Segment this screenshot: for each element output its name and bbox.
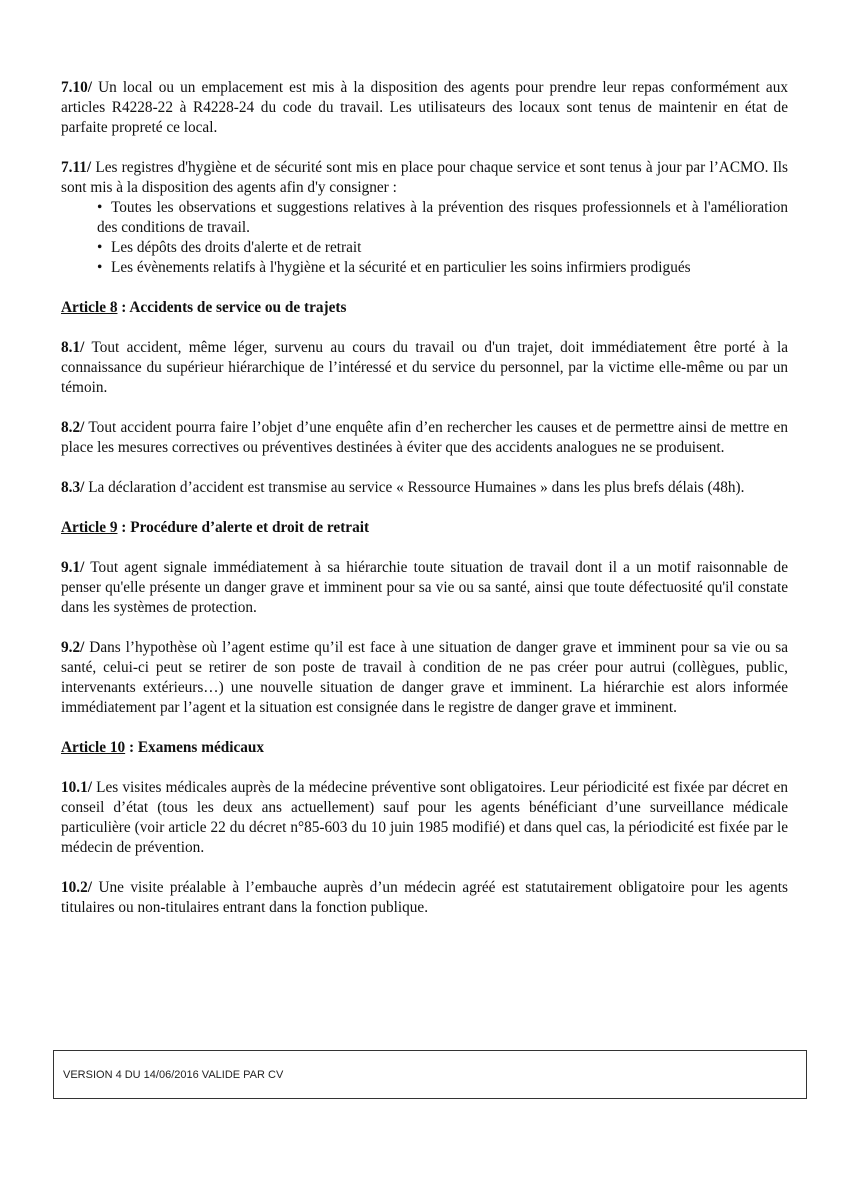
list-item: [97, 258, 788, 278]
article-label: Article 8: [61, 299, 118, 316]
section-9-2: [61, 638, 788, 718]
section-text: Tout accident, même léger, survenu au cours du travail ou d'un trajet, doit immédiatement être porté à la connaissance du supérieur hiérarchique de l’intéressé et du service du personnel, par la victime elle-même ou par un témoin.: [61, 339, 788, 396]
section-number: 7.10/: [61, 79, 93, 96]
section-8-3: [61, 478, 788, 498]
section-number: 8.1/: [61, 339, 85, 356]
version-footer-box: [53, 1050, 807, 1099]
section-9-1: [61, 558, 788, 618]
bullet-icon: •: [97, 239, 103, 256]
section-text: Une visite préalable à l’embauche auprès d’un médecin agréé est statutairement obligatoire pour les agents titulaires ou non-titulaires entrant dans la fonction publique.: [61, 879, 788, 916]
section-10-1: [61, 778, 788, 858]
section-number: 7.11/: [61, 159, 92, 176]
list-item-text: Les dépôts des droits d'alerte et de retrait: [111, 239, 362, 256]
article-8-heading: [61, 298, 788, 318]
document-page: [61, 78, 788, 938]
section-text: Les visites médicales auprès de la médecine préventive sont obligatoires. Leur périodicité est fixée par décret en conseil d’état (tous les deux ans actuellement) sauf pour les agents bénéficiant d’une surveillance médicale particulière (voir article 22 du décret n°85-603 du 10 juin 1985 modifié) et dans quel cas, la périodicité est fixée par le médecin de prévention.: [61, 779, 788, 856]
section-8-1: [61, 338, 788, 398]
list-item: [97, 238, 788, 258]
section-text: Un local ou un emplacement est mis à la disposition des agents pour prendre leur repas conformément aux articles R4228-22 à R4228-24 du code du travail. Les utilisateurs des locaux sont tenus de maintenir en état de parfaite propreté ce local.: [61, 79, 788, 136]
article-title: : Accidents de service ou de trajets: [117, 299, 347, 316]
section-text: Tout accident pourra faire l’objet d’une enquête afin d’en rechercher les causes et de permettre ainsi de mettre en place les mesures correctives ou préventives destinées à éviter que des accidents analogues ne se produisent.: [61, 419, 788, 456]
article-title: : Procédure d’alerte et droit de retrait: [117, 519, 370, 536]
section-8-2: [61, 418, 788, 458]
article-9-heading: [61, 518, 788, 538]
register-items-list: [61, 198, 788, 278]
section-number: 9.1/: [61, 559, 85, 576]
article-label: Article 9: [61, 519, 118, 536]
section-number: 10.2/: [61, 879, 93, 896]
list-item-text: Toutes les observations et suggestions relatives à la prévention des risques professionnels et à l'amélioration des conditions de travail.: [97, 199, 788, 236]
section-number: 8.3/: [61, 479, 85, 496]
version-footer-text: VERSION 4 DU 14/06/2016 VALIDE PAR CV: [63, 1069, 284, 1081]
section-number: 8.2/: [61, 419, 85, 436]
section-text: Dans l’hypothèse où l’agent estime qu’il est face à une situation de danger grave et imminent pour sa vie ou sa santé, celui-ci peut se retirer de son poste de travail à condition de ne pas créer pour autrui (collègues, public, intervenants extérieurs…) une nouvelle situation de danger grave et imminent. La hiérarchie est alors informée immédiatement par l’agent et la situation est consignée dans le registre de danger grave et imminent.: [61, 639, 788, 716]
article-10-heading: [61, 738, 788, 758]
section-number: 9.2/: [61, 639, 85, 656]
section-number: 10.1/: [61, 779, 93, 796]
section-7-11-intro: [61, 158, 788, 198]
article-title: : Examens médicaux: [125, 739, 265, 756]
bullet-icon: •: [97, 199, 103, 216]
section-text: La déclaration d’accident est transmise au service « Ressource Humaines » dans les plus brefs délais (48h).: [84, 479, 745, 496]
bullet-icon: •: [97, 259, 103, 276]
article-label: Article 10: [61, 739, 126, 756]
list-item: [97, 198, 788, 238]
section-text: Tout agent signale immédiatement à sa hiérarchie toute situation de travail dont il a un motif raisonnable de penser qu'elle présente un danger grave et imminent pour sa vie ou sa santé, ainsi que toute défectuosité qu'il constate dans les systèmes de protection.: [61, 559, 788, 616]
list-item-text: Les évènements relatifs à l'hygiène et la sécurité et en particulier les soins infirmiers prodigués: [111, 259, 691, 276]
section-7-11: [61, 158, 788, 278]
section-10-2: [61, 878, 788, 918]
section-7-10: [61, 78, 788, 138]
section-text: Les registres d'hygiène et de sécurité sont mis en place pour chaque service et sont tenus à jour par l’ACMO. Ils sont mis à la disposition des agents afin d'y consigner :: [61, 159, 788, 196]
